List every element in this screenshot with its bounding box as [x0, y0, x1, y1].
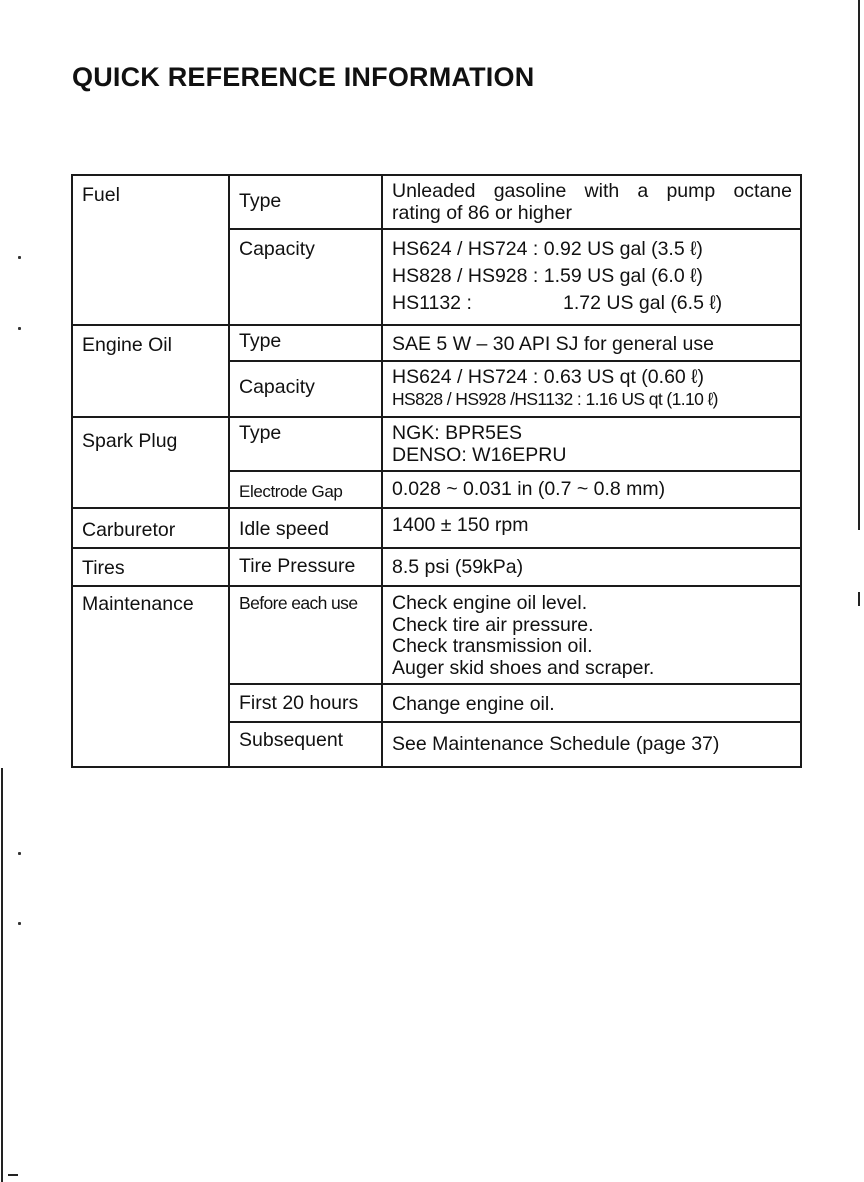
tires-label: Tire Pressure	[229, 548, 382, 586]
maintenance-subsequent-value: See Maintenance Schedule (page 37)	[382, 722, 801, 767]
fuel-capacity-value	[382, 229, 801, 325]
table-row	[72, 175, 801, 229]
engine-oil-capacity-line: HS624 / HS724 : 0.63 US qt (0.60 ℓ)	[392, 366, 704, 388]
list-item: Auger skid shoes and scraper.	[392, 656, 655, 679]
category-spark-plug: Spark Plug	[72, 417, 229, 508]
scan-edge-left	[1, 768, 3, 1182]
tires-value: 8.5 psi (59kPa)	[382, 548, 801, 586]
spark-plug-type-line: NGK: BPR5ES	[392, 422, 523, 444]
maintenance-subsequent-label: Subsequent	[229, 722, 382, 767]
carburetor-value: 1400 ± 150 rpm	[382, 508, 801, 548]
page-title: QUICK REFERENCE INFORMATION	[72, 62, 535, 92]
fuel-capacity-model: HS1132 :	[392, 292, 472, 314]
engine-oil-capacity-label: Capacity	[229, 361, 382, 417]
spark-plug-gap-value: 0.028 ~ 0.031 in (0.7 ~ 0.8 mm)	[382, 471, 801, 508]
list-item: Check transmission oil.	[392, 635, 593, 657]
scan-edge-right-mark	[858, 592, 860, 606]
list-item: Check tire air pressure.	[392, 613, 594, 636]
fuel-capacity-line	[392, 290, 792, 317]
category-engine-oil: Engine Oil	[72, 325, 229, 417]
fuel-type-line: rating of 86 or higher	[392, 202, 572, 224]
scan-speck	[18, 922, 21, 925]
spark-plug-type-line: DENSO: W16EPRU	[392, 444, 567, 466]
scan-speck	[18, 852, 21, 855]
fuel-capacity-line: HS828 / HS928 : 1.59 US gal (6.0 ℓ)	[392, 265, 703, 287]
engine-oil-capacity-value	[382, 361, 801, 417]
spark-plug-gap-label: Electrode Gap	[229, 471, 382, 508]
fuel-capacity-amount: 1.72 US gal (6.5 ℓ)	[563, 292, 723, 314]
engine-oil-type-label: Type	[229, 325, 382, 361]
maintenance-before-label: Before each use	[229, 586, 382, 684]
spark-plug-type-label: Type	[229, 417, 382, 471]
scan-speck	[8, 1174, 18, 1176]
category-tires: Tires	[72, 548, 229, 586]
fuel-type-label: Type	[229, 175, 382, 229]
table-row	[72, 325, 801, 361]
table-row	[72, 508, 801, 548]
quick-reference-table	[71, 174, 802, 768]
table-row	[72, 417, 801, 471]
category-maintenance: Maintenance	[72, 586, 229, 767]
maintenance-before-value	[382, 586, 801, 684]
category-fuel: Fuel	[72, 175, 229, 325]
scan-speck	[18, 256, 21, 259]
spark-plug-type-value	[382, 417, 801, 471]
fuel-type-line: Unleaded gasoline with a pump octane	[392, 180, 792, 202]
category-carburetor: Carburetor	[72, 508, 229, 548]
scan-edge-right	[858, 0, 860, 530]
list-item: Check engine oil level.	[392, 592, 588, 614]
engine-oil-capacity-line: HS828 / HS928 /HS1132 : 1.16 US qt (1.10 ℓ)	[392, 389, 718, 409]
maintenance-first-value: Change engine oil.	[382, 684, 801, 722]
table-row	[72, 548, 801, 586]
maintenance-first-label: First 20 hours	[229, 684, 382, 722]
fuel-capacity-line: HS624 / HS724 : 0.92 US gal (3.5 ℓ)	[392, 238, 703, 260]
engine-oil-type-value: SAE 5 W – 30 API SJ for general use	[382, 325, 801, 361]
scan-speck	[18, 327, 21, 330]
fuel-type-value	[382, 175, 801, 229]
carburetor-label: Idle speed	[229, 508, 382, 548]
table-row	[72, 586, 801, 684]
fuel-capacity-label: Capacity	[229, 229, 382, 325]
